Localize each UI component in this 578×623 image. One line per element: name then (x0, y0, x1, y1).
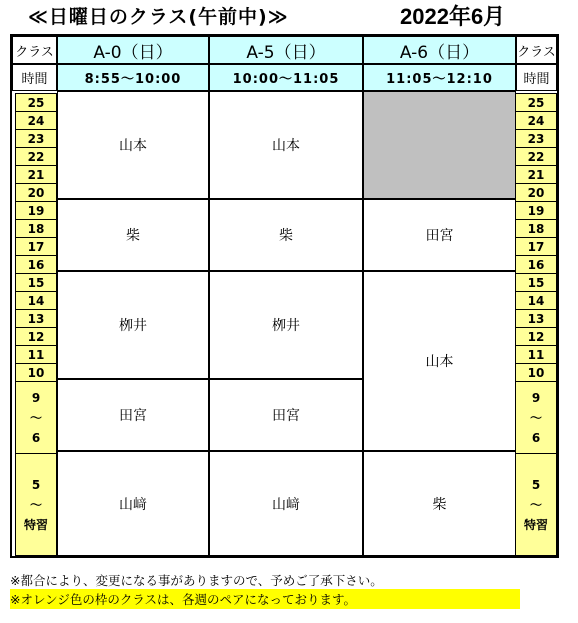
schedule-table (10, 34, 559, 558)
level-cell: 24 (516, 112, 556, 130)
a5-slot-10-15: 栁井 (209, 271, 363, 379)
level-cell: 11 (516, 346, 556, 364)
a6-slot-unavailable (363, 91, 516, 199)
level-band-top: 9 (31, 390, 41, 405)
level-cell: 11 (16, 346, 56, 364)
a6-slot-6-15: 山本 (363, 271, 516, 451)
level-cell: 13 (516, 310, 556, 328)
level-cell: 23 (516, 130, 556, 148)
note-schedule-change: ※都合により、変更になる事がありますので、予めご了承下さい。 (10, 573, 383, 588)
level-band-top: 5 (531, 477, 541, 492)
column-time-a5: 10:00〜11:05 (209, 64, 363, 91)
column-time-a6: 11:05〜12:10 (363, 64, 516, 91)
header-time-label-right: 時間 (516, 64, 557, 91)
level-band-5-special (516, 454, 556, 555)
level-cell: 17 (516, 238, 556, 256)
column-header-a0: A-0（日） (57, 36, 209, 64)
level-cell: 23 (16, 130, 56, 148)
level-cell: 24 (16, 112, 56, 130)
level-band-bottom: 6 (531, 430, 541, 445)
level-band-bottom: 特習 (523, 517, 548, 532)
level-band-mid: 〜 (529, 497, 542, 512)
a0-slot-10-15: 栁井 (57, 271, 209, 379)
header-time-label-left: 時間 (12, 64, 57, 91)
level-cell: 14 (16, 292, 56, 310)
level-cell: 13 (16, 310, 56, 328)
level-band-bottom: 6 (31, 430, 41, 445)
level-cell: 17 (16, 238, 56, 256)
level-cell: 14 (516, 292, 556, 310)
level-band-5-special (16, 454, 56, 555)
level-band-9-6 (516, 382, 556, 454)
a5-slot-6-9: 田宮 (209, 379, 363, 451)
header-class-label-right: クラス (516, 36, 557, 64)
a6-slot-5-special: 柴 (363, 451, 516, 556)
level-cell: 25 (16, 94, 56, 112)
level-cell: 22 (16, 148, 56, 166)
a0-slot-6-9: 田宮 (57, 379, 209, 451)
level-band-9-6 (16, 382, 56, 454)
level-cell: 12 (516, 328, 556, 346)
level-cell: 10 (516, 364, 556, 382)
level-band-top: 5 (31, 477, 41, 492)
level-band-mid: 〜 (529, 410, 542, 425)
level-cell: 18 (16, 220, 56, 238)
level-column-left (15, 93, 57, 556)
level-cell: 15 (16, 274, 56, 292)
level-cell: 25 (516, 94, 556, 112)
a5-slot-20-25: 山本 (209, 91, 363, 199)
level-cell: 19 (516, 202, 556, 220)
level-cell: 22 (516, 148, 556, 166)
note-paired-classes: ※オレンジ色の枠のクラスは、各週のペアになっております。 (10, 589, 520, 609)
a5-slot-5-special: 山﨑 (209, 451, 363, 556)
page-title: ≪日曜日のクラス(午前中)≫ (28, 6, 289, 28)
level-band-bottom: 特習 (23, 517, 48, 532)
level-cell: 21 (516, 166, 556, 184)
level-column-right (515, 93, 557, 556)
level-cell: 19 (16, 202, 56, 220)
level-cell: 18 (516, 220, 556, 238)
level-cell: 15 (516, 274, 556, 292)
level-cell: 16 (516, 256, 556, 274)
level-cell: 21 (16, 166, 56, 184)
a0-slot-16-19: 柴 (57, 199, 209, 271)
level-cell: 20 (516, 184, 556, 202)
header-class-label-left: クラス (12, 36, 57, 64)
a6-slot-16-19: 田宮 (363, 199, 516, 271)
column-header-a6: A-6（日） (363, 36, 516, 64)
level-cell: 16 (16, 256, 56, 274)
level-band-top: 9 (531, 390, 541, 405)
level-band-mid: 〜 (29, 497, 42, 512)
level-band-mid: 〜 (29, 410, 42, 425)
level-cell: 10 (16, 364, 56, 382)
month-label: 2022年6月 (400, 4, 506, 29)
column-time-a0: 8:55〜10:00 (57, 64, 209, 91)
a0-slot-5-special: 山﨑 (57, 451, 209, 556)
a0-slot-20-25: 山本 (57, 91, 209, 199)
level-cell: 20 (16, 184, 56, 202)
level-cell: 12 (16, 328, 56, 346)
column-header-a5: A-5（日） (209, 36, 363, 64)
a5-slot-16-19: 柴 (209, 199, 363, 271)
